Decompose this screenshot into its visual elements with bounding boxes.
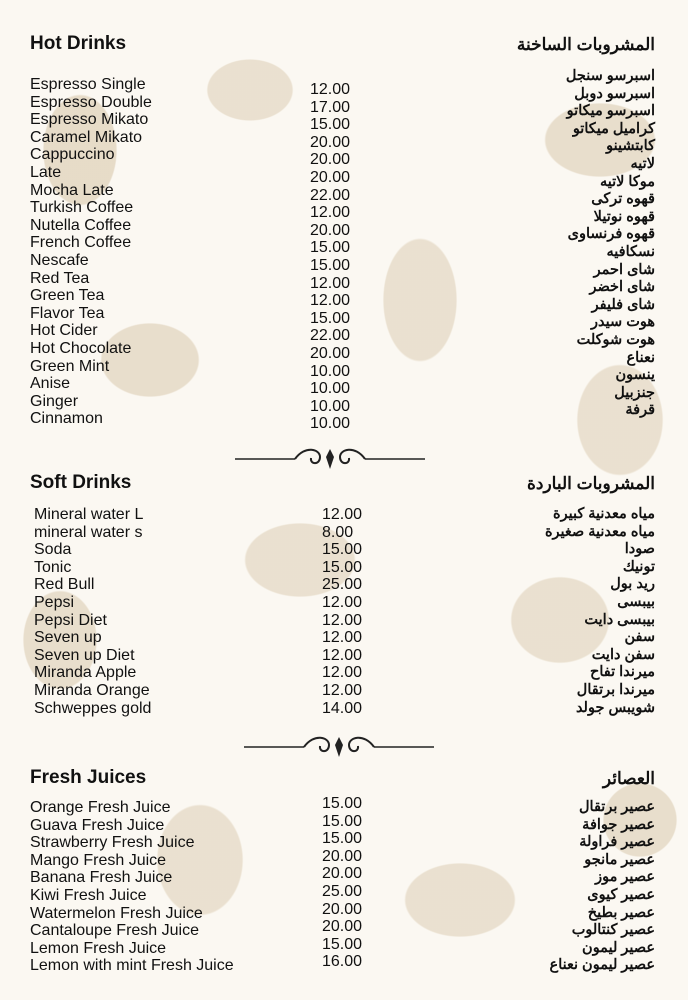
item-name: Lemon with mint Fresh Juice (30, 957, 234, 975)
item-price: 20.00 (322, 847, 363, 865)
item-name-arabic: ميرندا تفاح (590, 664, 655, 681)
item-price: 12.00 (310, 81, 351, 98)
item-name: Soda (34, 541, 72, 559)
item-name-arabic: هوت شوكلت (576, 331, 655, 348)
item-price: 15.00 (322, 830, 363, 848)
item-name-arabic: شاى فليفر (591, 296, 655, 313)
item-name: Espresso Double (30, 93, 152, 111)
item-names-arabic (550, 799, 655, 975)
item-name-arabic: عصير ليمون نعناع (549, 957, 655, 974)
item-name-arabic: صودا (624, 541, 655, 558)
item-name-arabic: قهوه فرنساوى (567, 226, 655, 243)
item-price: 12.00 (322, 629, 363, 647)
item-name-arabic: عصير كيوى (587, 886, 655, 903)
item-price: 16.00 (322, 953, 363, 971)
item-price: 12.00 (322, 506, 363, 523)
item-name: Mango Fresh Juice (30, 851, 167, 869)
item-name-arabic: عصير موز (595, 869, 655, 886)
item-name-arabic: لاتيه (630, 155, 655, 172)
item-name: Strawberry Fresh Juice (30, 834, 195, 852)
item-name-arabic: كابتشينو (606, 138, 655, 155)
item-price: 12.00 (322, 611, 363, 629)
item-price: 12.00 (310, 274, 351, 292)
item-names (34, 506, 151, 717)
item-name: Ginger (30, 392, 79, 410)
item-price: 20.00 (310, 133, 351, 151)
item-name-arabic: تونيك (622, 558, 655, 575)
item-price: 15.00 (310, 256, 351, 274)
item-name-arabic: اسبرسو دوبل (574, 85, 655, 102)
item-price: 20.00 (310, 168, 351, 186)
section-title: Soft Drinks (30, 472, 132, 493)
item-price: 15.00 (322, 935, 363, 953)
item-names (30, 76, 152, 428)
item-price: 10.00 (310, 397, 351, 415)
item-name: Red Tea (30, 269, 90, 287)
item-name: Guava Fresh Juice (30, 816, 165, 834)
item-price: 25.00 (322, 882, 363, 900)
item-price: 12.00 (322, 664, 363, 682)
item-names (30, 799, 234, 975)
item-name: Late (30, 163, 62, 181)
item-names-arabic (545, 506, 655, 717)
item-name: Espresso Mikato (30, 111, 149, 129)
item-name-arabic: سفن (624, 629, 655, 646)
item-price: 17.00 (310, 98, 351, 116)
item-name: Flavor Tea (30, 304, 105, 322)
item-name: Hot Cider (30, 322, 98, 340)
item-name: Espresso Single (30, 76, 146, 93)
item-price: 20.00 (310, 151, 351, 169)
item-name: Nutella Coffee (30, 216, 132, 234)
item-name: Green Mint (30, 357, 110, 375)
item-price: 14.00 (322, 699, 363, 717)
item-price: 15.00 (310, 239, 351, 257)
item-name: Kiwi Fresh Juice (30, 886, 147, 904)
item-name-arabic: عصير بطيخ (587, 904, 655, 921)
item-name-arabic: عصير كنتالوب (571, 922, 655, 939)
item-name-arabic: اسبرسو ميكاتو (566, 103, 655, 120)
item-price: 20.00 (310, 221, 351, 239)
item-name-arabic: اسبرسو سنجل (565, 68, 655, 84)
item-price: 10.00 (310, 380, 351, 398)
item-name: Anise (30, 375, 71, 393)
item-name: Lemon Fresh Juice (30, 939, 167, 957)
item-name-arabic: قهوه تركى (591, 191, 655, 208)
item-name: Tonic (34, 558, 72, 576)
item-name: Hot Chocolate (30, 339, 132, 357)
item-price: 10.00 (310, 362, 351, 380)
item-name: Seven up Diet (34, 646, 135, 664)
item-name: Cinnamon (30, 410, 103, 428)
item-price: 20.00 (322, 918, 363, 936)
item-price: 10.00 (310, 415, 351, 433)
item-price: 15.00 (322, 812, 363, 830)
item-price: 20.00 (322, 865, 363, 883)
item-name-arabic: ريد بول (610, 576, 655, 593)
item-name-arabic: شاى احمر (593, 261, 655, 278)
item-name-arabic: شاى اخضر (589, 279, 655, 296)
section-title: Hot Drinks (30, 33, 127, 54)
item-name: French Coffee (30, 234, 132, 252)
item-name: Watermelon Fresh Juice (30, 904, 203, 922)
section-title-arabic: المشروبات الساخنة (516, 35, 655, 54)
item-name-arabic: عصير فراولة (579, 834, 655, 851)
item-name-arabic: قهوه نوتيلا (593, 208, 655, 225)
item-price: 20.00 (310, 344, 351, 362)
section-title-arabic: العصائر (602, 769, 655, 788)
item-price: 15.00 (310, 309, 351, 327)
item-name: Miranda Orange (34, 681, 150, 699)
item-name: Miranda Apple (34, 664, 137, 682)
item-name-arabic: نعناع (626, 349, 655, 366)
item-price: 12.00 (322, 593, 363, 611)
item-price: 22.00 (310, 327, 351, 345)
item-name-arabic: قرفة (625, 402, 655, 419)
item-name: Cappuccino (30, 146, 115, 164)
item-name: Green Tea (30, 287, 105, 305)
item-name-arabic: عصير جوافة (582, 816, 655, 833)
item-name-arabic: نسكافيه (606, 243, 655, 260)
section-title-arabic: المشروبات الباردة (526, 474, 655, 493)
item-name: Turkish Coffee (30, 199, 134, 217)
item-name: Cantaloupe Fresh Juice (30, 922, 199, 940)
item-name-arabic: شويبس جولد (575, 699, 655, 716)
item-price: 12.00 (310, 292, 351, 310)
item-name-arabic: سفن دايت (591, 646, 655, 663)
item-name-arabic: عصير مانجو (584, 851, 655, 868)
item-price: 12.00 (322, 646, 363, 664)
item-name-arabic: بيبسى دايت (584, 611, 655, 628)
item-name-arabic: عصير برتقال (579, 799, 655, 815)
item-price: 15.00 (322, 558, 363, 576)
item-name-arabic: مياه معدنية صغيرة (544, 523, 655, 540)
item-name: Nescafe (30, 251, 89, 269)
item-name: Orange Fresh Juice (30, 799, 171, 816)
ornament-divider (235, 445, 425, 473)
item-name: Pepsi Diet (34, 611, 107, 629)
item-name-arabic: ميرندا برتقال (576, 681, 655, 698)
item-name-arabic: بيبسى (617, 593, 655, 610)
item-price: 22.00 (310, 186, 351, 204)
item-name-arabic: مياه معدنية كبيرة (552, 506, 655, 522)
item-price: 15.00 (310, 116, 351, 134)
item-name: Schweppes gold (34, 699, 152, 717)
item-name: Mocha Late (30, 181, 114, 199)
item-name-arabic: كراميل ميكاتو (572, 120, 655, 137)
item-price: 12.00 (310, 204, 351, 222)
item-price: 15.00 (322, 541, 363, 559)
item-name: Seven up (34, 629, 102, 647)
item-prices (322, 501, 363, 717)
item-prices (310, 76, 351, 433)
item-price: 20.00 (322, 900, 363, 918)
item-name: Mineral water L (34, 506, 144, 523)
item-prices (322, 790, 363, 971)
item-names-arabic (566, 68, 655, 420)
item-name: Pepsi (34, 593, 75, 611)
item-price: 12.00 (322, 681, 363, 699)
section-title: Fresh Juices (30, 767, 147, 788)
item-price: 8.00 (322, 523, 354, 541)
item-name: Banana Fresh Juice (30, 869, 173, 887)
item-name: Caramel Mikato (30, 128, 143, 146)
item-price: 25.00 (322, 576, 363, 594)
item-price: 15.00 (322, 795, 363, 812)
ornament-divider (244, 733, 434, 761)
item-name: mineral water s (34, 523, 143, 541)
item-name: Red Bull (34, 576, 95, 594)
item-name-arabic: عصير ليمون (582, 939, 655, 956)
item-name-arabic: ينسون (615, 367, 655, 384)
item-name-arabic: هوت سيدر (591, 314, 655, 331)
item-name-arabic: موكا لاتيه (599, 173, 655, 190)
item-name-arabic: جنزبيل (614, 384, 655, 401)
